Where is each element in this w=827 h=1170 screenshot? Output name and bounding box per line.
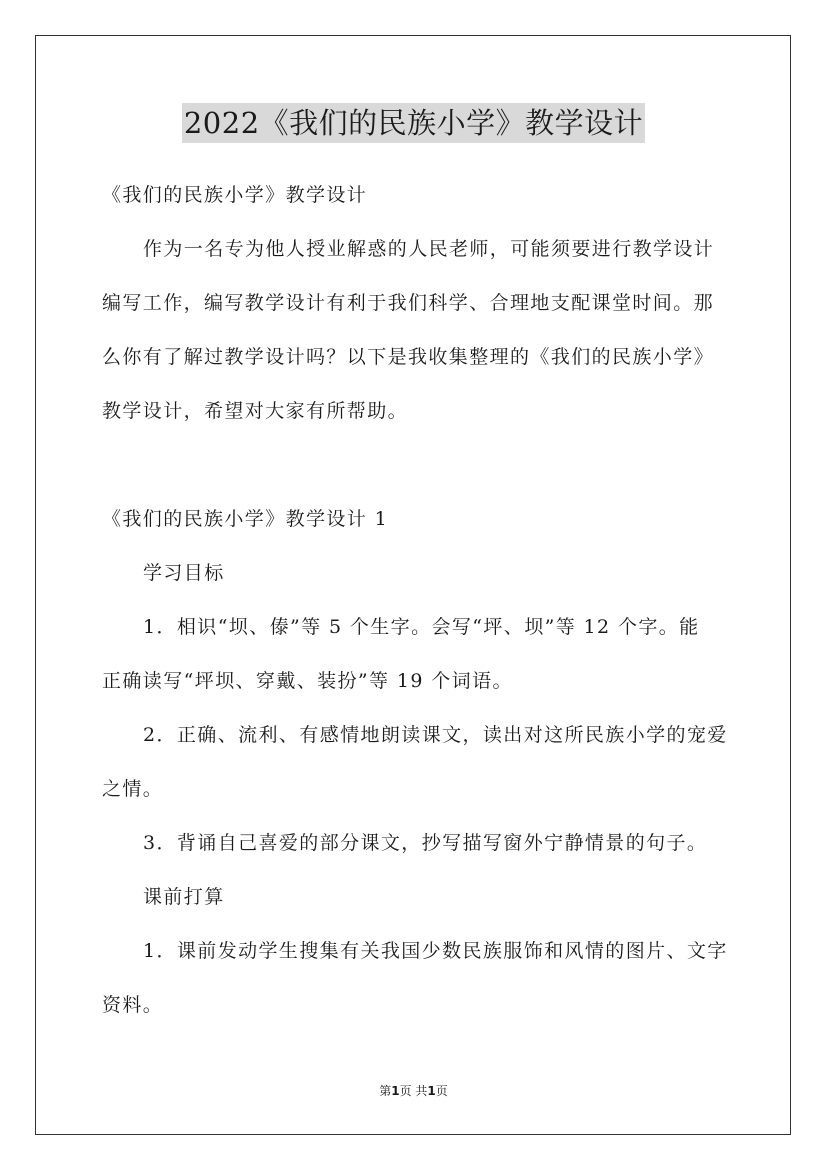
goal-1-line-1: 1．相识“坝、傣”等 5 个生字。会写“坪、坝”等 12 个字。能 xyxy=(143,616,700,638)
goal-3: 3．背诵自己喜爱的部分课文，抄写描写窗外宁静情景的句子。 xyxy=(143,832,708,854)
section-title: 《我们的民族小学》教学设计 1 xyxy=(102,508,389,530)
footer-page-number: 1 xyxy=(391,1084,400,1098)
goal-2-line-2: 之情。 xyxy=(102,778,164,800)
prep-heading: 课前打算 xyxy=(143,886,225,908)
document-title: 2022《我们的民族小学》教学设计 xyxy=(182,103,645,143)
prep-1-line-1: 1．课前发动学生搜集有关我国少数民族服饰和风情的图片、文字 xyxy=(143,940,728,962)
page-footer xyxy=(0,1083,827,1099)
footer-suffix: 页 xyxy=(435,1084,448,1098)
goal-2-line-1: 2．正确、流利、有感情地朗读课文，读出对这所民族小学的宠爱 xyxy=(143,724,728,746)
intro-line-2: 编写工作，编写教学设计有利于我们科学、合理地支配课堂时间。那 xyxy=(102,292,715,314)
prep-1-line-2: 资料。 xyxy=(102,994,164,1016)
footer-prefix: 第 xyxy=(379,1084,392,1098)
footer-mid: 页 共 xyxy=(399,1084,428,1098)
intro-line-4: 教学设计，希望对大家有所帮助。 xyxy=(102,400,409,422)
footer-total-pages: 1 xyxy=(427,1084,436,1098)
title-container xyxy=(0,103,827,143)
goal-1-line-2: 正确读写“坪坝、穿戴、装扮”等 19 个词语。 xyxy=(102,670,513,692)
goals-heading: 学习目标 xyxy=(143,562,225,584)
intro-line-1: 作为一名专为他人授业解惑的人民老师，可能须要进行教学设计 xyxy=(143,238,715,260)
intro-line-3: 么你有了解过教学设计吗？以下是我收集整理的《我们的民族小学》 xyxy=(102,346,715,368)
document-subtitle: 《我们的民族小学》教学设计 xyxy=(102,184,368,206)
